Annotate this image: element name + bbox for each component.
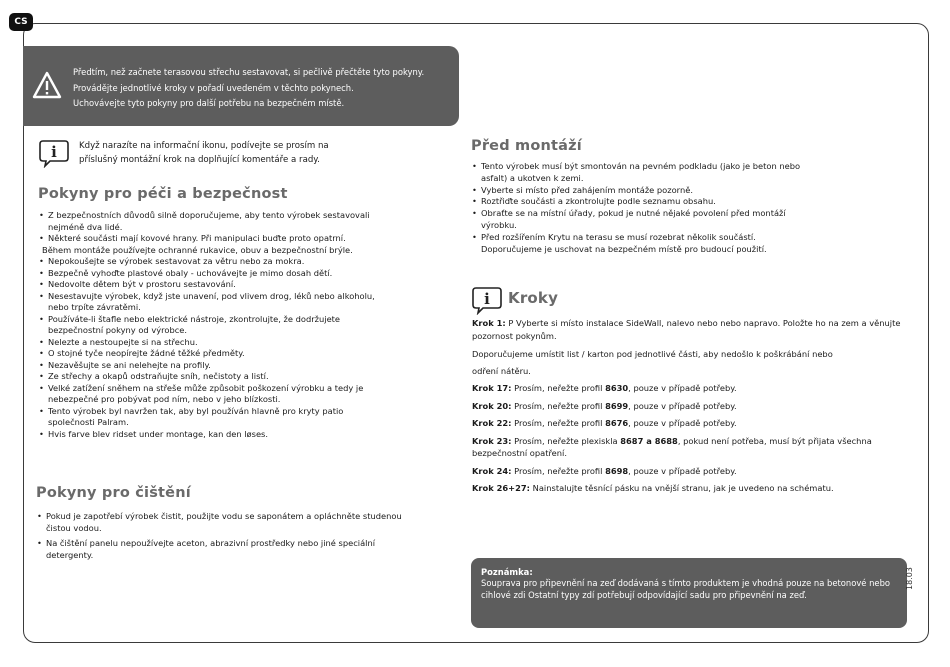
step-label: Krok 17:: [472, 383, 512, 393]
step-label: Krok 24:: [472, 465, 512, 476]
list-item: • Na čištění panelu nepoužívejte aceton, abrazivní prostředky nebo jiné speciální detergenty.: [36, 537, 416, 561]
list-item: • Z bezpečnostních důvodů silně doporučujeme, aby tento výrobek sestavovali: [38, 210, 458, 222]
warning-box: [23, 46, 459, 126]
list-item: • Velké zatížení sněhem na střeše může způsobit poškození výrobku a tedy je: [38, 383, 458, 395]
list-item: výrobku.: [481, 219, 517, 230]
part-code: 8687 a 8688: [620, 435, 678, 446]
list-item: • Pokud je zapotřebí výrobek čistit, použijte vodu se saponátem a opláchněte studenou čistou vodou.: [36, 510, 416, 534]
language-tab: CS: [9, 13, 33, 31]
steps-title: Kroky: [508, 289, 559, 307]
info-note-line: příslušný montážní krok na doplňující komentáře a rady.: [79, 154, 320, 165]
step-24: [472, 465, 924, 478]
svg-text:i: i: [51, 143, 57, 161]
before-assembly-list: [471, 161, 901, 255]
cleaning-title: Pokyny pro čištění: [36, 485, 191, 501]
list-item: • Nelezte a nestoupejte si na střechu.: [38, 337, 458, 349]
list-item: • Používáte-li štafle nebo elektrické nástroje, zkontrolujte, že dodržujete: [38, 314, 458, 326]
step-text: , pouze v případě potřeby.: [628, 465, 737, 476]
list-item: • Nesestavujte výrobek, když jste unavení, pod vlivem drog, léků nebo alkoholu,: [38, 291, 458, 303]
step-text: , pouze v případě potřeby.: [628, 383, 737, 393]
info-note: [79, 140, 409, 167]
care-safety-title: Pokyny pro péči a bezpečnost: [38, 186, 288, 202]
step-20: [472, 400, 924, 413]
note-box: [471, 558, 907, 628]
list-item: společnosti Palram.: [48, 417, 129, 427]
cleaning-list: [36, 510, 416, 564]
note-text: Souprava pro připevnění na zeď dodávaná s tímto produktem je vhodná pouze na betonové nebo cihlové zdi Ostatní typy zdí potřebují odpovídající sadu pro připevnění na zeď.: [481, 578, 891, 600]
step-text: P Vyberte si místo instalace SideWall, nalevo nebo nebo napravo. Položte ho na zem a věnujte pozornost pokynům.: [472, 318, 901, 341]
warning-text: [73, 65, 453, 112]
step-text: Prosím, neřežte profil: [514, 400, 603, 411]
note-title: Poznámka:: [481, 567, 533, 577]
step-17: [472, 382, 924, 395]
part-code: 8676: [605, 418, 629, 428]
list-item: • O stojné tyče neopírejte žádné těžké předměty.: [38, 348, 458, 360]
info-icon: [38, 138, 70, 168]
list-item: nejméně dva lidé.: [48, 221, 123, 232]
list-item: Během montáže používejte ochranné rukavice, obuv a bezpečnostní brýle.: [42, 244, 353, 255]
step-label: Krok 1:: [472, 318, 506, 328]
step-23: [472, 435, 924, 460]
list-item: bezpečnostní pokyny od výrobce.: [48, 325, 188, 335]
list-item: • Tento výrobek byl navržen tak, aby byl používán hlavně pro kryty patio: [38, 406, 458, 418]
step-text: Prosím, neřežte plexiskla: [514, 435, 618, 446]
list-item: • Nepokoušejte se výrobek sestavovat za větru nebo za mokra.: [38, 256, 458, 268]
warning-triangle-icon: [32, 71, 62, 99]
step-text: Prosím, neřežte profil: [514, 418, 603, 428]
part-code: 8699: [605, 400, 629, 411]
recommend-line: odření nátěru.: [472, 365, 531, 376]
part-code: 8698: [605, 465, 629, 476]
step-1: [472, 317, 924, 342]
info-icon: [471, 285, 503, 315]
step-text: , pouze v případě potřeby.: [628, 418, 737, 428]
list-item: nebezpečné pro pobývat pod ním, nebo v jeho blízkosti.: [48, 394, 281, 404]
list-item: • Nedovolte dětem být v prostoru sestavování.: [38, 279, 458, 291]
step-22: [472, 417, 924, 430]
list-item: Doporučujeme je uschovat na bezpečném místě pro budoucí použití.: [481, 243, 767, 254]
step-text: Prosím, neřežte profil: [514, 465, 603, 476]
step-text: , pokud není potřeba, musí být přijata všechna bezpečnostní opatření.: [472, 435, 872, 458]
warning-line: Uchovávejte tyto pokyny pro další potřebu na bezpečném místě.: [73, 98, 345, 108]
step-text: Prosím, neřežte profil: [514, 383, 603, 393]
list-item: • Nezavěšujte se ani nelehejte na profily.: [38, 360, 458, 372]
warning-line: Předtím, než začnete terasovou střechu sestavovat, si pečlivě přečtěte tyto pokyny.: [73, 67, 425, 77]
step-label: Krok 23:: [472, 435, 512, 446]
list-item: asfalt) a ukotven k zemi.: [481, 172, 584, 183]
list-item: • Ze střechy a okapů odstraňujte sníh, nečistoty a listí.: [38, 371, 458, 383]
list-item: • Vyberte si místo před zahájením montáže pozorně.: [471, 185, 901, 197]
list-item: • Před rozšířením Krytu na terasu se musí rozebrat několik součástí.: [471, 232, 901, 244]
list-item: • Bezpečně vyhoďte plastové obaly - uchovávejte je mimo dosah dětí.: [38, 268, 458, 280]
list-item: nebo trpíte závratěmi.: [48, 302, 141, 312]
list-item: • Některé součásti mají kovové hrany. Při manipulaci buďte proto opatrní.: [38, 233, 458, 245]
step-text: Nainstalujte těsnící pásku na vnější stranu, jak je uvedeno na schématu.: [532, 483, 834, 493]
before-assembly-title: Před montáží: [471, 138, 582, 154]
list-item: • Roztřiďte součásti a zkontrolujte podle seznamu obsahu.: [471, 196, 901, 208]
step-26-27: [472, 482, 924, 495]
part-code: 8630: [605, 383, 629, 393]
list-item: • Obraťte se na místní úřady, pokud je nutné nějaké povolení před montáží: [471, 208, 901, 220]
step-label: Krok 22:: [472, 418, 512, 428]
info-note-line: Když narazíte na informační ikonu, podívejte se prosím na: [79, 141, 329, 151]
warning-line: Provádějte jednotlivé kroky v pořadí uvedeném v těchto pokynech.: [73, 82, 354, 93]
list-item: • Hvis farve blev ridset under montage, kan den løses.: [38, 429, 458, 441]
list-item: • Tento výrobek musí být smontován na pevném podkladu (jako je beton nebo: [471, 161, 901, 173]
svg-text:i: i: [484, 290, 490, 308]
steps-list: [472, 317, 924, 495]
step-label: Krok 26+27:: [472, 483, 530, 493]
page-code: 18.03: [905, 567, 914, 590]
step-text: , pouze v případě potřeby.: [628, 400, 737, 411]
care-safety-list: [38, 210, 458, 440]
step-label: Krok 20:: [472, 400, 512, 411]
recommend-line: Doporučujeme umístit list / karton pod jednotlivé části, aby nedošlo k poškrábání nebo: [472, 349, 833, 359]
